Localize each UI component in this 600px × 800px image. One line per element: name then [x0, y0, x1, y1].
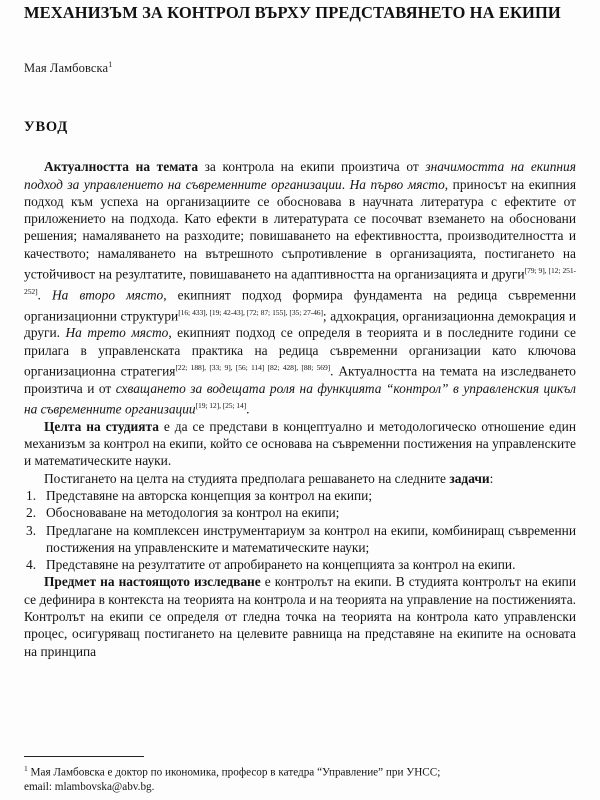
text-run: . — [37, 287, 52, 303]
citation-reference: [19; 12], [25; 14] — [195, 401, 247, 410]
list-item-text: Представяне на авторска концепция за контрол на екипи; — [46, 487, 373, 503]
italic-emphasis: На второ място — [51, 287, 164, 303]
italic-emphasis: На трето място — [65, 325, 169, 341]
paragraph-tasks-intro — [24, 470, 576, 487]
text-run: Постигането на целта на студията предполага решаването на следните — [44, 470, 450, 486]
list-item — [24, 487, 576, 504]
author-footnote-marker: 1 — [108, 60, 113, 70]
page-content — [24, 0, 576, 660]
citation-reference: [79; 9], [12; 251-252] — [24, 266, 576, 296]
text-run: , приносът на екипния подход към успеха на организациите се обосновава в научната литература с ефектите от приложението на подхода. Като ефекти в литературата се посочват вземането на обосновани решения; намаляването на разходите; повишаването на ефективността, производителността и качеството; намаляването на вътрешното съпротивление в организацията, постигането на устойчивост на резултатите, повишаването на адаптивността на организацията и други — [24, 176, 577, 282]
list-item — [24, 504, 576, 521]
footnote-area — [24, 756, 576, 795]
page-title: МЕХАНИЗЪМ ЗА КОНТРОЛ ВЪРХУ ПРЕДСТАВЯНЕТО НА ЕКИПИ — [24, 3, 561, 22]
text-run: ; адхокрация, организационна демокрация и други. — [24, 308, 576, 341]
paragraph-objective — [24, 418, 576, 470]
text-run: , екипният подход се определя в теорията и в последните години се прилага в управленската практика на редица съвременни организации като ключова организационна стратегия — [24, 325, 577, 379]
paragraph-lead-in: Актуалността на темата — [44, 159, 199, 175]
text-run: е контролът на екипи. В студията контролът на екипи се дефинира в контекста на теорията на контрола и на теорията на управление на постиженията. Контролът на екипи се определя от гледна точка на теорията на контрола като управленски процес, осигуряващ постигането на целевите равнища на представяне на екипите на основата на принципа — [24, 574, 577, 659]
citation-reference: [16; 433], [19; 42-43], [72; 87; 155], [35; 27-46] — [178, 307, 323, 317]
body-content — [24, 158, 576, 660]
author-name: Мая Ламбовска — [24, 61, 109, 76]
list-item-text: Предлагане на комплексен инструментариум за контрол на екипи, комбиниращ съвременни постижения на управленските и математическите науки; — [46, 522, 576, 555]
paragraph-lead-in: Целта на студията — [44, 418, 159, 434]
list-item-text: Обосноваване на методология за контрол на екипи; — [46, 505, 340, 521]
list-item — [24, 522, 576, 557]
italic-emphasis: На първо място — [349, 176, 445, 192]
text-run: . — [341, 176, 350, 192]
text-run: за контрола на екипи произтича от — [198, 159, 426, 175]
paragraph-lead-in: Предмет на настоящото изследване — [44, 574, 261, 590]
text-run: . Актуалността на темата на изследването произтича и от — [24, 363, 577, 396]
footnote-line-1: Мая Ламбовска е доктор по икономика, професор в катедра “Управление” при УНСС; — [27, 766, 441, 779]
text-run: е да се представи в концептуално и методологическо отношение един механизъм за контрол на екипи, който се основава на съвременни постижения на управленските и математическите науки. — [24, 418, 577, 469]
citation-reference: [22; 188], [33; 9], [56; 114] [82; 428], [88; 569] — [175, 362, 331, 372]
footnote-line-2: email: mlambovska@abv.bg. — [24, 781, 155, 794]
tasks-list — [24, 487, 576, 573]
text-run: : — [489, 470, 494, 486]
text-run: , екипният подход формира фундамента на редица съвременни организационни структури — [24, 287, 576, 324]
footnote-separator-rule — [24, 756, 144, 757]
author-line — [24, 60, 576, 76]
list-item-text: Представяне на резултатите от апробирането на концепцията за контрол на екипи. — [46, 557, 516, 573]
italic-emphasis: схващането за водещата роля на функцията “контрол” в управленския цикъл на съвременните организации — [24, 380, 577, 417]
section-heading-introduction: УВОД — [24, 119, 69, 136]
text-run: . — [246, 401, 250, 417]
list-item — [24, 556, 576, 573]
footnote-text — [24, 762, 576, 795]
paragraph-relevance — [24, 158, 576, 418]
footnote-marker: 1 — [24, 764, 28, 773]
paragraph-subject — [24, 573, 576, 659]
tasks-keyword: задачи — [449, 470, 490, 486]
italic-emphasis: значимостта на екипния подход за управлението на съвременните организации — [24, 159, 576, 192]
